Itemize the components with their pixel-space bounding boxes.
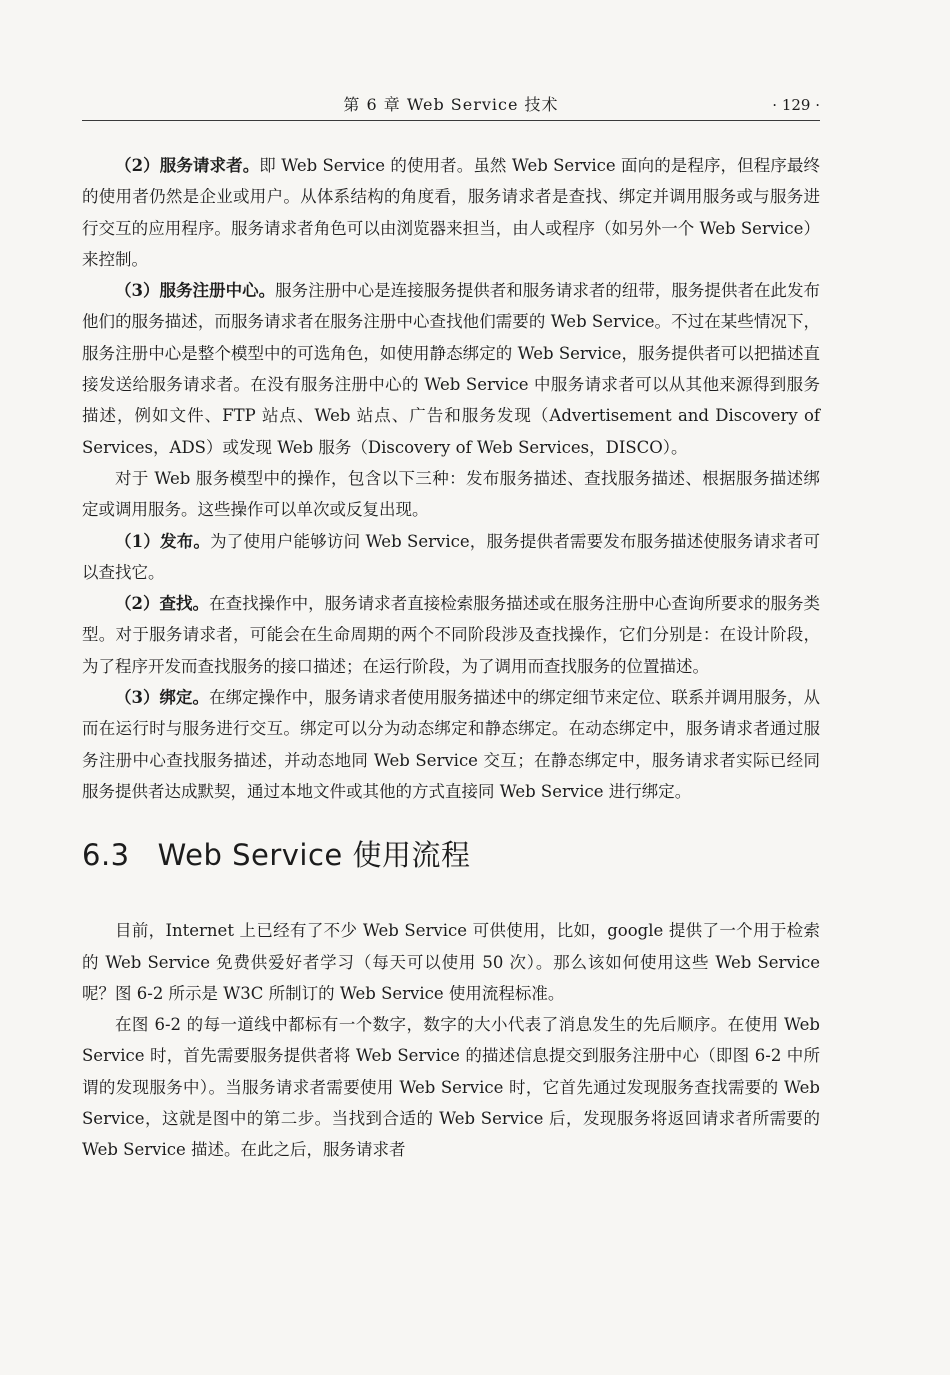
paragraph bbox=[82, 588, 820, 682]
paragraph bbox=[82, 682, 820, 807]
chapter-title: 第 6 章 Web Service 技术 bbox=[343, 95, 559, 114]
paragraph bbox=[82, 526, 820, 589]
paragraph-lead: （2）服务请求者。 bbox=[115, 156, 260, 175]
paragraph-lead: （2）查找。 bbox=[115, 594, 210, 614]
running-header bbox=[82, 88, 820, 121]
page-number: · 129 · bbox=[772, 96, 820, 114]
paragraph: 在图 6-2 的每一道线中都标有一个数字，数字的大小代表了消息发生的先后顺序。在使用 Web Service 时，首先需要服务提供者将 Web Service 的描述信息提交到服务注册中心（即图 6-2 中所谓的发现服务中）。当服务请求者需要使用 Web Service 时，它首先通过发现服务查找需要的 Web Service，这就是图中的第二步。当找到合适的 Web Service 后，发现服务将返回请求者所需要的 Web Service 描述。在此之后，服务请求者 bbox=[82, 1015, 820, 1160]
paragraph bbox=[82, 275, 820, 463]
section-heading bbox=[82, 831, 820, 879]
paragraph bbox=[82, 150, 820, 275]
paragraph-text: 即 Web Service 的使用者。虽然 Web Service 面向的是程序，但程序最终的使用者仍然是企业或用户。从体系结构的角度看，服务请求者是查找、绑定并调用服务或与服务进行交互的应用程序。服务请求者角色可以由浏览器来担当，由人或程序（如另外一个 Web Service）来控制。 bbox=[82, 156, 820, 269]
paragraph-text: 对于 Web 服务模型中的操作，包含以下三种：发布服务描述、查找服务描述、根据服务描述绑定或调用服务。这些操作可以单次或反复出现。 bbox=[82, 468, 820, 520]
paragraph bbox=[82, 463, 820, 526]
section-title: Web Service 使用流程 bbox=[157, 838, 471, 873]
paragraph-lead: （3）绑定。 bbox=[115, 688, 210, 708]
paragraph-text: 服务注册中心是连接服务提供者和服务请求者的纽带，服务提供者在此发布他们的服务描述，而服务请求者在服务注册中心查找他们需要的 Web Service。不过在某些情况下，服务注册中心是整个模型中的可选角色，如使用静态绑定的 Web Service，服务提供者可以把描述直接发送给服务请求者。在没有服务注册中心的 Web Service 中服务请求者可以从其他来源得到服务描述，例如文件、FTP 站点、Web 站点、广告和服务发现（Advertisement and Discovery of Services，ADS）或发现 Web 服务（Discovery of Web Services，DISCO）。 bbox=[82, 281, 821, 457]
page-body bbox=[82, 150, 820, 1166]
section-number: 6.3 bbox=[82, 838, 130, 873]
paragraph-lead: （3）服务注册中心。 bbox=[115, 281, 276, 301]
paragraph: 目前，Internet 上已经有了不少 Web Service 可供使用，比如，google 提供了一个用于检索的 Web Service 免费供爱好者学习（每天可以使用 50 次）。那么该如何使用这些 Web Service 呢？图 6-2 所示是 W3C 所制订的 Web Service 使用流程标准。 bbox=[82, 921, 820, 1003]
paragraph-text: 为了使用户能够访问 Web Service，服务提供者需要发布服务描述使服务请求者可以查找它。 bbox=[82, 531, 820, 582]
paragraph-lead: （1）发布。 bbox=[115, 531, 211, 551]
paragraph-text: 在绑定操作中，服务请求者使用服务描述中的绑定细节来定位、联系并调用服务，从而在运行时与服务进行交互。绑定可以分为动态绑定和静态绑定。在动态绑定中，服务请求者通过服务注册中心查找服务描述，并动态地同 Web Service 交互；在静态绑定中，服务请求者实际已经同服务提供者达成默契，通过本地文件或其他的方式直接同 Web Service 进行绑定。 bbox=[82, 688, 821, 801]
paragraph-text: 在查找操作中，服务请求者直接检索服务描述或在服务注册中心查询所要求的服务类型。对于服务请求者，可能会在生命周期的两个不同阶段涉及查找操作，它们分别是：在设计阶段，为了程序开发而查找服务的接口描述；在运行阶段，为了调用而查找服务的位置描述。 bbox=[82, 594, 821, 676]
